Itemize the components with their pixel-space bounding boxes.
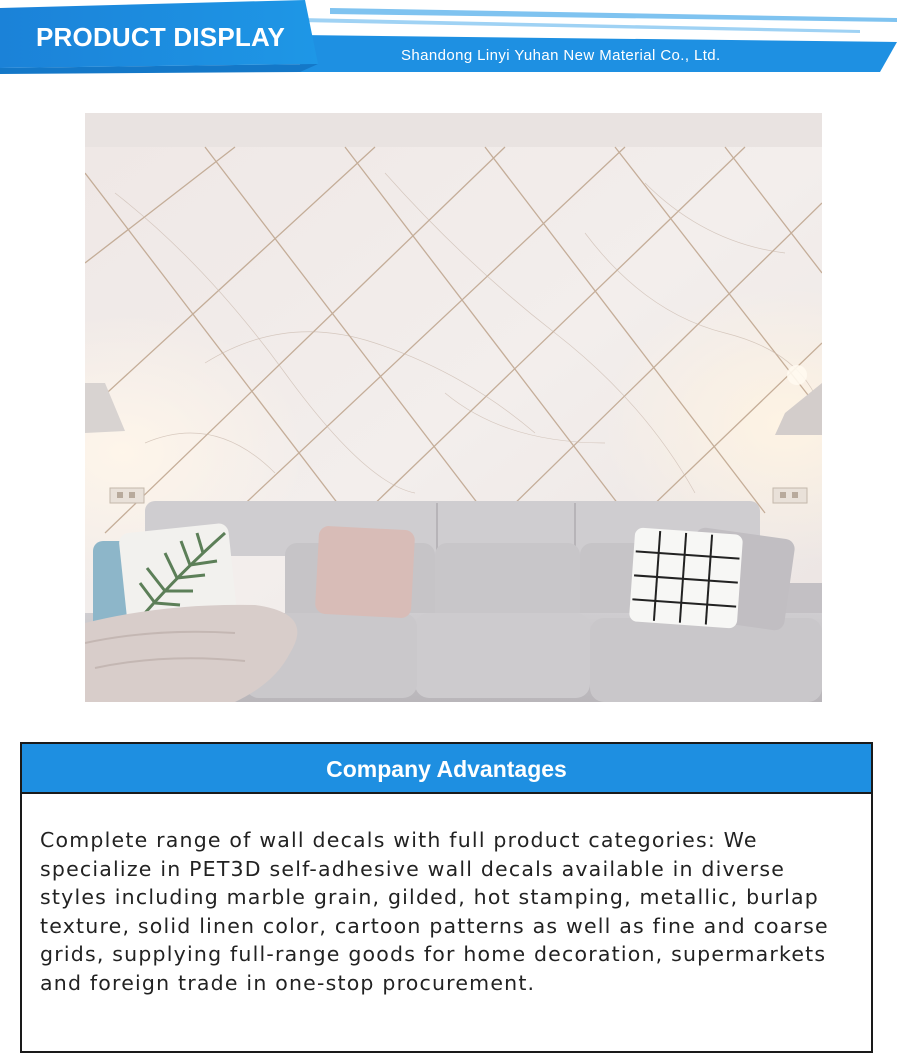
advantages-text: Complete range of wall decals with full product categories: We specialize in PET3D self-adhesive wall decals available in diverse styles including marble grain, gilded, hot stamping, metallic, burlap texture, solid linen color, cartoon patterns as well as fine and coarse grids, supplying full-range goods for home decoration, supermarkets and foreign trade in one-stop procurement. [40,828,829,995]
company-name: Shandong Linyi Yuhan New Material Co., Ltd. [401,47,721,64]
header-banner [0,0,897,75]
advantages-panel [20,742,873,1053]
living-room-photo [85,113,822,702]
advantages-title: Company Advantages [326,756,567,782]
product-photo [85,113,822,702]
page-title: PRODUCT DISPLAY [36,22,286,52]
advantages-header [22,744,871,794]
